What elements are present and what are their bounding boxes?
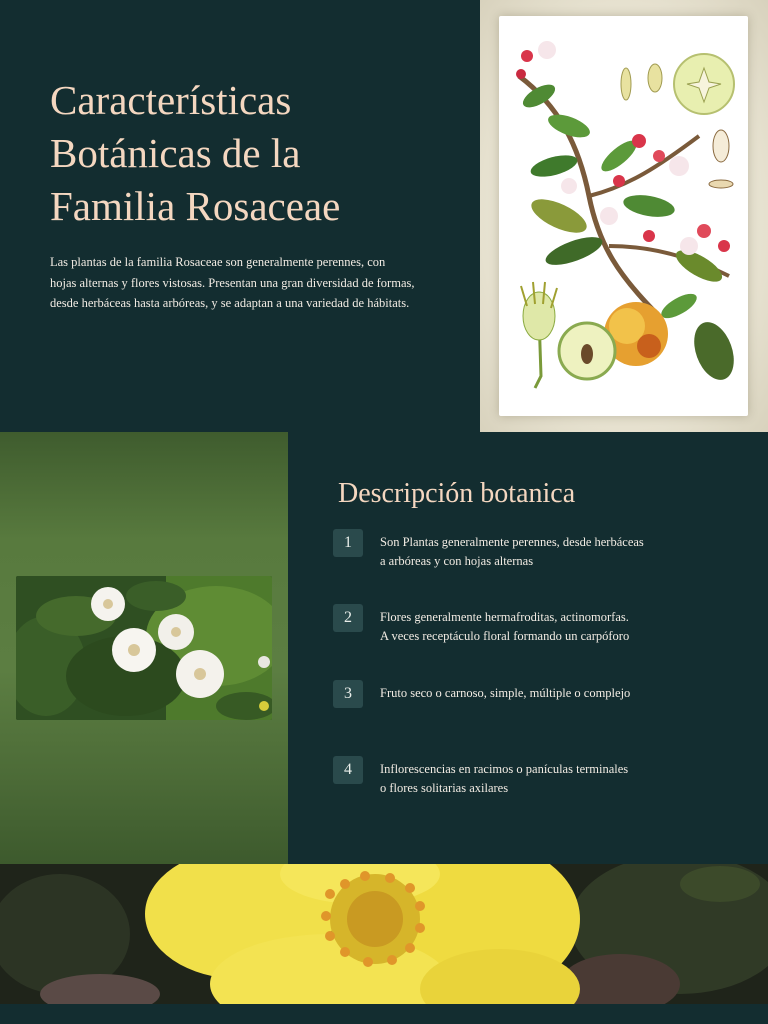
white-rose-bush-icon (16, 576, 272, 720)
plate-frame (480, 0, 768, 432)
feature-text: Inflorescencias en racimos o panículas terminales o flores solitarias axilares (380, 762, 629, 795)
rose-photo (16, 576, 272, 720)
botanical-plate-icon (499, 16, 748, 416)
feature-text: Flores generalmente hermafroditas, actinomorfas. A veces receptáculo floral formando un carpóforo (380, 610, 630, 643)
intro-paragraph: Las plantas de la familia Rosaceae son generalmente perennes, con hojas alternas y flores vistosas. Presentan una gran diversidad de formas, desde herbáceas hasta arbóreas, y se adaptan a una variedad de hábitats. (50, 255, 415, 310)
feature-number-badge: 2 (333, 604, 363, 632)
green-panel (0, 432, 288, 864)
yellow-flower-photo (0, 864, 768, 1004)
yellow-flower-icon (0, 864, 768, 1004)
footer-bar (0, 1004, 768, 1024)
feature-number-badge: 4 (333, 756, 363, 784)
botanical-plate-drawing (499, 16, 748, 416)
page-title: Características Botánicas de la Familia Rosaceae (50, 77, 341, 229)
feature-number-badge: 1 (333, 529, 363, 557)
feature-text: Fruto seco o carnoso, simple, múltiple o complejo (380, 686, 631, 700)
feature-text: Son Plantas generalmente perennes, desde herbáceas a arbóreas y con hojas alternas (380, 535, 644, 568)
section-title: Descripción botanica (338, 478, 576, 509)
feature-number-badge: 3 (333, 680, 363, 708)
